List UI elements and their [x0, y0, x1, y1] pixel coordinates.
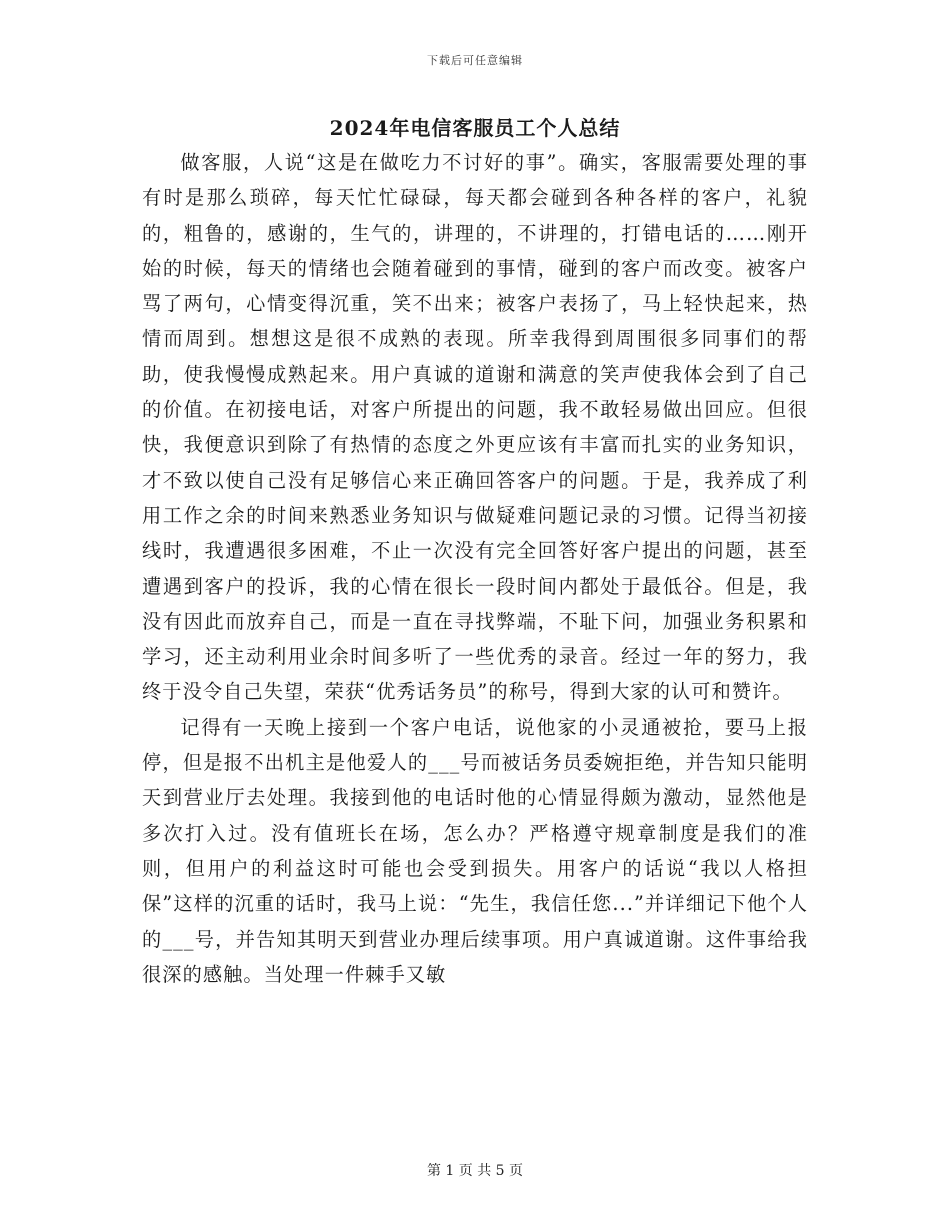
- page-number: 第 1 页 共 5 页: [426, 1163, 524, 1179]
- document-title: 2024年电信客服员工个人总结: [329, 116, 621, 140]
- paragraph-2: 记得有一天晚上接到一个客户电话，说他家的小灵通被抢，要马上报停，但是报不出机主是他爱人的___号而被话务员委婉拒绝，并告知只能明天到营业厅去处理。我接到他的电话时他的心情显得颇为激动，显然他是多次打入过。没有值班长在场，怎么办？严格遵守规章制度是我们的准则，但用户的利益这时可能也会受到损失。用客户的话说“我以人格担保”这样的沉重的话时，我马上说：“先生，我信任您...”并详细记下他个人的___号，并告知其明天到营业办理后续事项。用户真诚道谢。这件事给我很深的感触。当处理一件棘手又敏: [142, 715, 808, 986]
- paragraph-1: 做客服，人说“这是在做吃力不讨好的事”。确实，客服需要处理的事有时是那么琐碎，每天忙忙碌碌，每天都会碰到各种各样的客户，礼貌的，粗鲁的，感谢的，生气的，讲理的，不讲理的，打错电话的……刚开始的时候，每天的情绪也会随着碰到的事情，碰到的客户而改变。被客户骂了两句，心情变得沉重，笑不出来；被客户表扬了，马上轻快起来，热情而周到。想想这是很不成熟的表现。所幸我得到周围很多同事们的帮助，使我慢慢成熟起来。用户真诚的道谢和满意的笑声使我体会到了自己的价值。在初接电话，对客户所提出的问题，我不敢轻易做出回应。但很快，我便意识到除了有热情的态度之外更应该有丰富而扎实的业务知识，才不致以使自己没有足够信心来正确回答客户的问题。于是，我养成了利用工作之余的时间来熟悉业务知识与做疑难问题记录的习惯。记得当初接线时，我遭遇很多困难，不止一次没有完全回答好客户提出的问题，甚至遭遇到客户的投诉，我的心情在很长一段时间内都处于最低谷。但是，我没有因此而放弃自己，而是一直在寻找弊端，不耻下问，加强业务积累和学习，还主动利用业余时间多听了一些优秀的录音。经过一年的努力，我终于没令自己失望，荣获“优秀话务员”的称号，得到大家的认可和赞许。: [142, 151, 808, 704]
- document-body: [142, 145, 808, 992]
- page-header-note: 下载后可任意编辑: [427, 54, 523, 67]
